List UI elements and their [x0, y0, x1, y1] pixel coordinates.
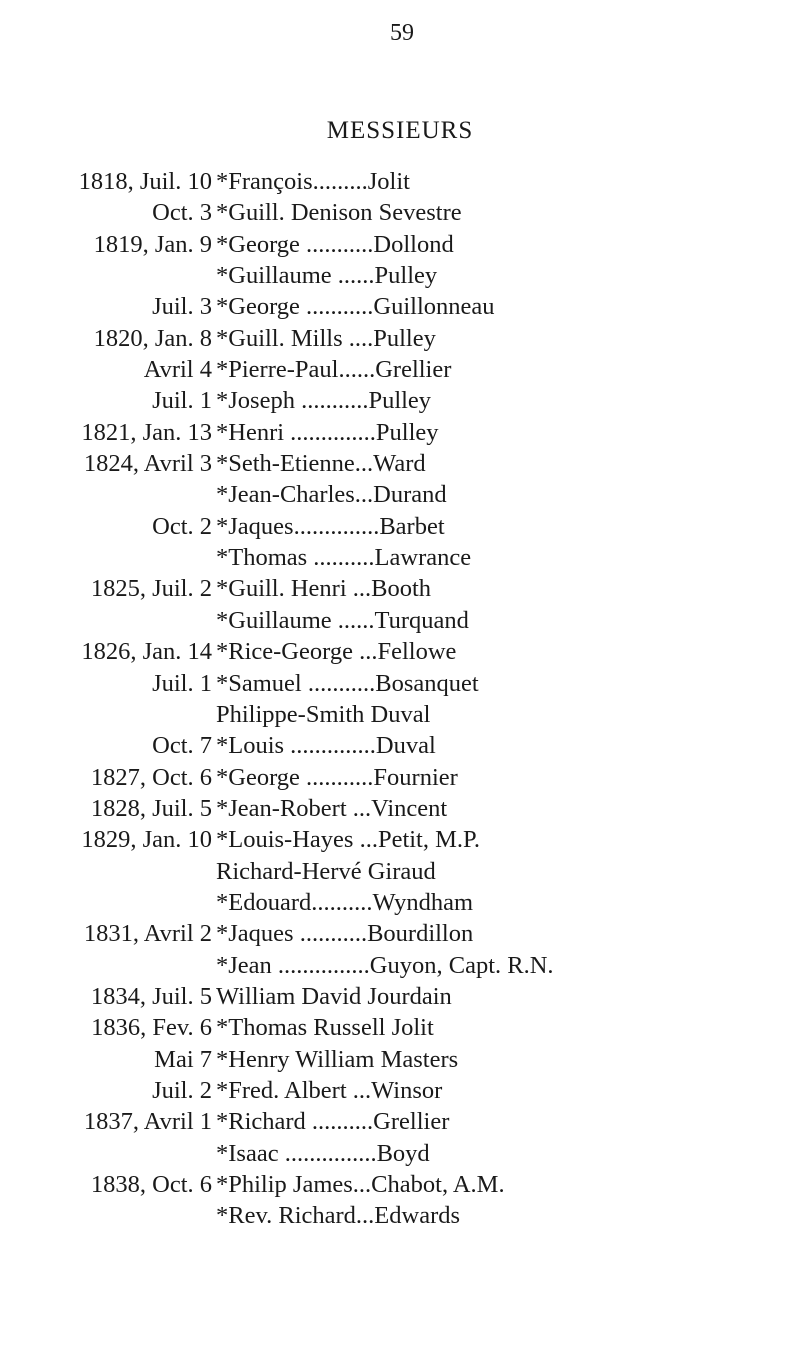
list-item: [0, 197, 800, 228]
entry-name: Richard-Hervé Giraud: [216, 857, 436, 885]
list-item: [0, 668, 800, 699]
entry-name: *Jean ...............Guyon, Capt. R.N.: [216, 951, 554, 979]
entry-date: 1820, Jan. 8: [93, 324, 212, 352]
entry-date: 1818, Juil. 10: [78, 168, 212, 195]
entry-name: *George ...........Fournier: [216, 763, 458, 791]
list-item: [0, 887, 800, 918]
entry-name: *Guill. Henri ...Booth: [216, 575, 432, 603]
list-item: [0, 1138, 800, 1169]
entry-name: *Joseph ...........Pulley: [216, 387, 432, 415]
entry-name: *Guillaume ......Pulley: [216, 262, 438, 290]
entry-name: *Rev. Richard...Edwards: [216, 1202, 461, 1230]
entry-date: 1829, Jan. 10: [81, 826, 212, 854]
list-item: [0, 730, 800, 761]
entry-name: *Thomas ..........Lawrance: [216, 544, 472, 572]
entry-date: Juil. 2: [152, 1076, 212, 1104]
list-item: [0, 1044, 800, 1075]
list-item: [0, 354, 800, 385]
list-item: [0, 323, 800, 354]
entry-name: *Pierre-Paul......Grellier: [216, 356, 452, 384]
list-item: [0, 1106, 800, 1137]
entry-name: *Samuel ...........Bosanquet: [216, 669, 479, 697]
list-item: [0, 291, 800, 322]
entry-name: *Jaques..............Barbet: [216, 512, 445, 540]
list-item: [0, 1169, 800, 1200]
list-item: [0, 1012, 800, 1043]
entry-date: Oct. 2: [152, 512, 212, 540]
entry-name: *Philip James...Chabot, A.M.: [216, 1171, 505, 1198]
entry-name: *George ...........Dollond: [216, 230, 454, 258]
entry-name: *George ...........Guillonneau: [216, 293, 495, 321]
entry-name: *Henri ..............Pulley: [216, 418, 439, 446]
entry-name: *Jean-Robert ...Vincent: [216, 794, 448, 822]
entry-date: 1827, Oct. 6: [90, 763, 212, 791]
entry-date: 1831, Avril 2: [83, 920, 212, 948]
entry-list: [0, 166, 800, 1232]
entry-date: Oct. 3: [152, 199, 212, 227]
entry-date: Mai 7: [154, 1045, 212, 1073]
list-item: [0, 950, 800, 981]
list-item: [0, 636, 800, 667]
entry-date: 1825, Juil. 2: [90, 575, 212, 603]
page-heading: MESSIEURS: [326, 117, 474, 144]
entry-name: *Guillaume ......Turquand: [216, 606, 469, 634]
page-number: 59: [390, 20, 414, 46]
entry-name: Philippe-Smith Duval: [216, 700, 431, 728]
entry-name: *Louis-Hayes ...Petit, M.P.: [216, 826, 481, 854]
list-item: [0, 793, 800, 824]
list-item: [0, 1200, 800, 1231]
entry-name: *Jaques ...........Bourdillon: [216, 920, 474, 948]
entry-date: Avril 4: [143, 356, 212, 384]
list-item: [0, 762, 800, 793]
list-item: [0, 229, 800, 260]
list-item: [0, 1075, 800, 1106]
list-item: [0, 385, 800, 416]
list-item: [0, 260, 800, 291]
entry-date: 1819, Jan. 9: [93, 230, 212, 258]
entry-date: 1836, Fev. 6: [91, 1014, 212, 1042]
list-item: [0, 981, 800, 1012]
entry-name: *Henry William Masters: [216, 1045, 459, 1073]
list-item: [0, 542, 800, 573]
entry-date: Juil. 1: [152, 387, 212, 415]
entry-name: William David Jourdain: [216, 982, 452, 1010]
list-item: [0, 918, 800, 949]
entry-date: Juil. 3: [152, 293, 212, 321]
list-item: [0, 699, 800, 730]
entry-date: Oct. 7: [152, 732, 212, 760]
list-item: [0, 605, 800, 636]
entry-name: *Rice-George ...Fellowe: [216, 638, 457, 666]
entry-date: 1828, Juil. 5: [90, 794, 212, 822]
entry-date: 1821, Jan. 13: [81, 418, 212, 446]
entry-name: *Isaac ...............Boyd: [216, 1139, 430, 1167]
list-item: [0, 448, 800, 479]
list-item: [0, 511, 800, 542]
entry-name: *Guill. Mills ....Pulley: [216, 324, 436, 352]
entry-name: *Thomas Russell Jolit: [216, 1014, 434, 1042]
list-item: [0, 856, 800, 887]
entry-date: 1838, Oct. 6: [90, 1171, 212, 1198]
entry-name: *Fred. Albert ...Winsor: [216, 1076, 443, 1104]
list-item: [0, 479, 800, 510]
entry-name: *Guill. Denison Sevestre: [216, 199, 462, 227]
list-item: [0, 166, 800, 197]
list-item: [0, 824, 800, 855]
list-item: [0, 417, 800, 448]
entry-name: *Seth-Etienne...Ward: [216, 450, 426, 478]
list-item: [0, 573, 800, 604]
entry-name: *Edouard..........Wyndham: [216, 888, 474, 916]
entry-name: *Jean-Charles...Durand: [216, 481, 447, 509]
entry-name: *Richard ..........Grellier: [216, 1108, 450, 1136]
entry-date: 1826, Jan. 14: [81, 638, 212, 666]
entry-date: 1824, Avril 3: [83, 450, 212, 478]
entry-date: 1837, Avril 1: [83, 1108, 212, 1136]
entry-date: 1834, Juil. 5: [90, 982, 212, 1010]
entry-date: Juil. 1: [152, 669, 212, 697]
entry-name: *Louis ..............Duval: [216, 732, 436, 760]
entry-name: *François.........Jolit: [216, 168, 410, 195]
